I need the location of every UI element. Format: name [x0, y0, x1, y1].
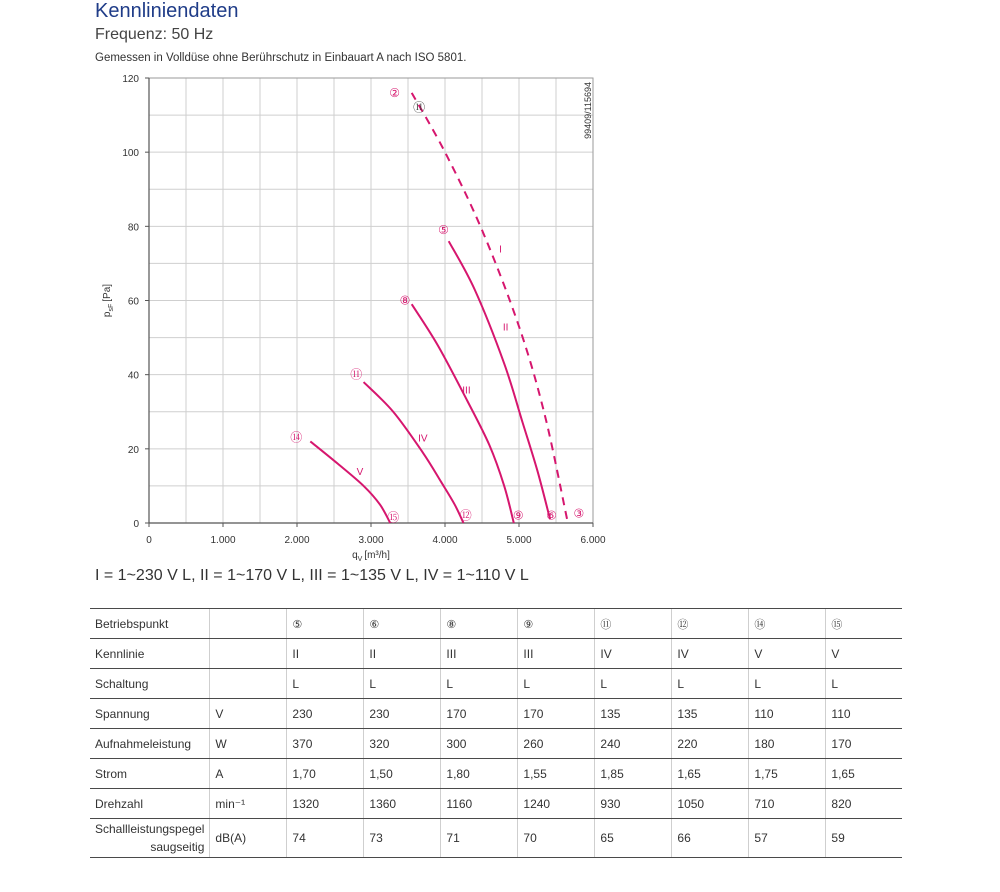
operating-point-marker: ⑫: [459, 508, 472, 523]
y-tick-label: 0: [133, 519, 139, 530]
table-cell: 1,70: [287, 759, 364, 789]
row-unit: A: [210, 759, 287, 789]
y-tick-label: 120: [122, 74, 139, 85]
table-cell: III: [518, 639, 595, 669]
row-label: Schallleistungspegel saugseitig: [90, 819, 210, 858]
y-tick-label: 60: [127, 296, 139, 308]
measurement-note: Gemessen in Volldüse ohne Berührschutz in Einbauart A nach ISO 5801.: [95, 52, 467, 64]
table-cell: 1240: [518, 789, 595, 819]
x-tick-label: 2.000: [284, 535, 310, 546]
table-row: [90, 819, 902, 858]
table-cell: 300: [441, 729, 518, 759]
row-label: Strom: [90, 759, 210, 789]
operating-points-table: [90, 608, 902, 858]
x-tick-label: 3.000: [358, 535, 384, 546]
table-cell: 170: [826, 729, 903, 759]
table-cell: 820: [826, 789, 903, 819]
table-cell: L: [364, 669, 441, 699]
x-axis-label: $q_V$ [m³/h]: [352, 550, 390, 563]
table-cell: 1,65: [826, 759, 903, 789]
table-cell: 57: [749, 819, 826, 858]
table-cell: 320: [364, 729, 441, 759]
curve-label-v: V: [356, 467, 364, 479]
table-cell: ⑮: [826, 609, 903, 639]
table-row: [90, 669, 902, 699]
table-cell: 135: [672, 699, 749, 729]
table-cell: ⑨: [518, 609, 595, 639]
operating-point-marker: ⑪: [350, 367, 363, 382]
table-cell: 74: [287, 819, 364, 858]
operating-point-marker: ②: [389, 85, 401, 100]
operating-point-marker: ⑧: [399, 293, 411, 308]
row-unit: min⁻¹: [210, 789, 287, 819]
row-unit: dB(A): [210, 819, 287, 858]
table-cell: 1,85: [595, 759, 672, 789]
operating-point-marker: ③: [573, 506, 585, 521]
table-cell: 1,65: [672, 759, 749, 789]
table-cell: L: [595, 669, 672, 699]
table-cell: ⑫: [672, 609, 749, 639]
row-label: Betriebspunkt: [90, 609, 210, 639]
table-cell: 220: [672, 729, 749, 759]
table-cell: L: [518, 669, 595, 699]
table-cell: 71: [441, 819, 518, 858]
table-row: [90, 729, 902, 759]
table-cell: 135: [595, 699, 672, 729]
row-label: Schaltung: [90, 669, 210, 699]
table-cell: V: [749, 639, 826, 669]
x-tick-label: 0: [146, 535, 152, 546]
table-cell: 170: [518, 699, 595, 729]
y-tick-label: 80: [127, 222, 139, 234]
table-cell: ⑥: [364, 609, 441, 639]
table-cell: L: [826, 669, 903, 699]
table-cell: 1050: [672, 789, 749, 819]
table-cell: L: [749, 669, 826, 699]
table-cell: L: [287, 669, 364, 699]
row-label: Kennlinie: [90, 639, 210, 669]
operating-point-marker: ⑭: [290, 430, 303, 445]
curve-v: [310, 441, 390, 523]
x-tick-label: 5.000: [506, 535, 532, 546]
table-cell: 240: [595, 729, 672, 759]
curve-iii: [412, 304, 514, 523]
table-cell: 230: [364, 699, 441, 729]
table-cell: II: [364, 639, 441, 669]
table-cell: 260: [518, 729, 595, 759]
curve-legend: I = 1~230 V L, II = 1~170 V L, III = 1~135 V L, IV = 1~110 V L: [95, 567, 529, 584]
row-unit: [210, 639, 287, 669]
table-cell: 70: [518, 819, 595, 858]
table-cell: 110: [826, 699, 903, 729]
table-cell: L: [441, 669, 518, 699]
curve-label-iv: IV: [418, 433, 428, 445]
curve-i: [412, 93, 567, 519]
row-label: Spannung: [90, 699, 210, 729]
operating-point-marker: ⑮: [387, 510, 400, 525]
row-unit: W: [210, 729, 287, 759]
page-title: Kennliniendaten: [95, 0, 239, 22]
operating-point-marker: ⑨: [512, 508, 524, 523]
curve-label-iii: III: [462, 385, 471, 397]
table-cell: V: [826, 639, 903, 669]
table-cell: 230: [287, 699, 364, 729]
table-cell: L: [672, 669, 749, 699]
table-cell: 1,50: [364, 759, 441, 789]
table-cell: ⑤: [287, 609, 364, 639]
operating-point-marker: ⑥: [546, 508, 557, 523]
operating-point-marker: ⑪: [413, 100, 426, 115]
table-cell: 59: [826, 819, 903, 858]
table-cell: 1,55: [518, 759, 595, 789]
row-unit: [210, 609, 287, 639]
x-tick-label: 6.000: [580, 535, 606, 546]
table-cell: IV: [595, 639, 672, 669]
row-unit: V: [210, 699, 287, 729]
table-cell: 930: [595, 789, 672, 819]
table-cell: 1360: [364, 789, 441, 819]
table-cell: 1,75: [749, 759, 826, 789]
y-tick-label: 20: [127, 444, 139, 456]
curve-label-i: I: [499, 244, 502, 256]
table-cell: 170: [441, 699, 518, 729]
table-row: [90, 759, 902, 789]
row-label: Drehzahl: [90, 789, 210, 819]
table-cell: 370: [287, 729, 364, 759]
row-label-line2: saugseitig: [150, 840, 205, 854]
table-cell: 73: [364, 819, 441, 858]
row-unit: [210, 669, 287, 699]
y-axis-label: $p_{sF}[Pa]$: [102, 283, 115, 318]
table-cell: 1,80: [441, 759, 518, 789]
operating-point-marker: ⑤: [438, 223, 449, 238]
x-tick-label: 4.000: [432, 535, 458, 546]
table-cell: 65: [595, 819, 672, 858]
table-cell: 710: [749, 789, 826, 819]
table-cell: ⑧: [441, 609, 518, 639]
table-row: [90, 699, 902, 729]
row-label: Aufnahmeleistung: [90, 729, 210, 759]
table-cell: III: [441, 639, 518, 669]
x-tick-label: 1.000: [210, 535, 236, 546]
frequency-label: Frequenz: 50 Hz: [95, 26, 214, 43]
table-cell: 1320: [287, 789, 364, 819]
table-cell: 66: [672, 819, 749, 858]
table-row: [90, 789, 902, 819]
drawing-number: 99409/115694: [583, 82, 593, 139]
table-row: [90, 639, 902, 669]
table-cell: 180: [749, 729, 826, 759]
curve-label-ii: II: [502, 322, 509, 334]
y-tick-label: 40: [127, 370, 139, 382]
table-cell: II: [287, 639, 364, 669]
table-cell: ⑭: [749, 609, 826, 639]
table-cell: IV: [672, 639, 749, 669]
table-row: [90, 609, 902, 639]
table-cell: 1160: [441, 789, 518, 819]
y-tick-label: 100: [122, 148, 139, 160]
table-cell: ⑪: [595, 609, 672, 639]
table-cell: 110: [749, 699, 826, 729]
